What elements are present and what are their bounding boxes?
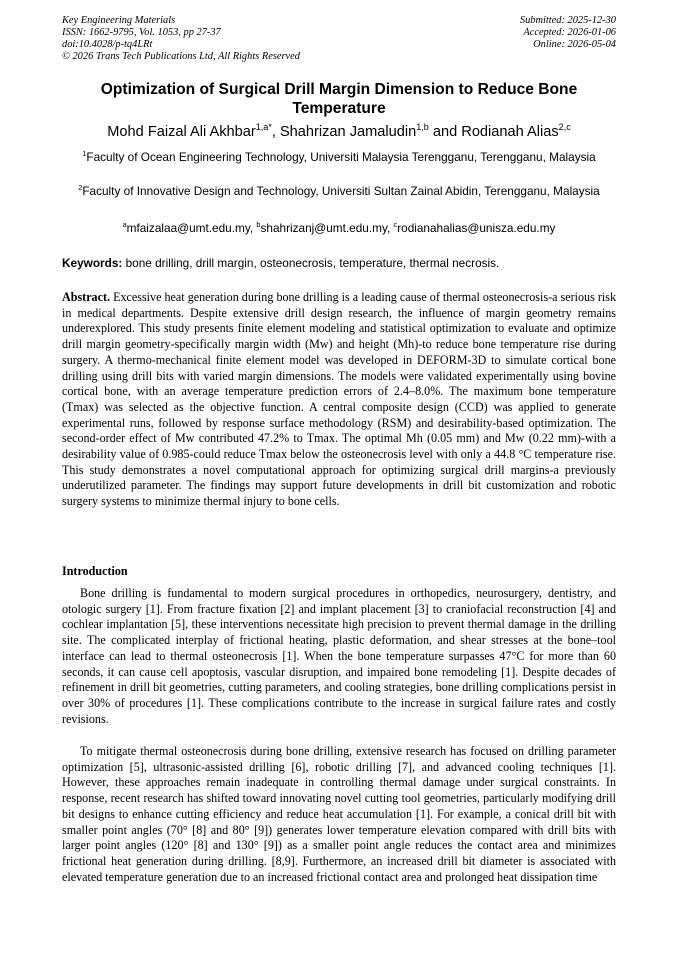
author-affiliation-marker: 1,a* (255, 122, 272, 133)
online-date: Online: 2026-05-04 (533, 39, 616, 50)
section-heading-introduction: Introduction (62, 564, 128, 578)
email-marker: c (393, 220, 398, 230)
paper-title: Optimization of Surgical Drill Margin Dimension to Reduce Bone Temperature (100, 81, 578, 117)
accepted-date: Accepted: 2026-01-06 (523, 27, 616, 38)
journal-header (62, 15, 300, 63)
email-address[interactable]: rodianahalias@unisza.edu.my (397, 221, 556, 235)
author-emails (40, 220, 638, 236)
author-name: Rodianah Alias (461, 124, 559, 140)
keywords-label: Keywords: (62, 256, 123, 270)
affiliation-2 (62, 183, 616, 199)
author-list (40, 123, 638, 141)
keywords-text: bone drilling, drill margin, osteonecrosis, temperature, thermal necrosis. (122, 256, 500, 270)
abstract-label: Abstract. (62, 290, 111, 304)
author-name: Shahrizan Jamaludin (279, 124, 417, 140)
issn-volume-pages: ISSN: 1662-9795, Vol. 1053, pp 27-37 (62, 27, 221, 38)
author-affiliation-marker: 1,b (416, 122, 429, 133)
intro-paragraph-2: To mitigate thermal osteonecrosis during bone drilling, extensive research has focused on drilling parameter optimization [5], ultrasonic-assisted drilling [6], robotic drilling [7], and advanced cooling techniques [1]. However, these approaches remain inadequate in controlling thermal damage under surgical constraints. In response, recent research has shifted toward innovating novel cutting tool geometries, particularly modifying drill bit designs to enhance cutting efficiency and reduce heat accumulation [1]. For example, a conical drill bit with smaller point angles (70° [8] and 80° [9]) generates lower temperature elevation compared with drill bits with larger point angles (120° [8] and 130° [9]) as a smaller point angle reduces the contact area and minimizes frictional heat generation during drilling. [8,9]. Furthermore, an increased drill bit diameter is associated with elevated temperature generation due to an increased frictional contact area and prolonged heat dissipation time (62, 744, 616, 884)
email-marker: a (122, 220, 127, 230)
email-address[interactable]: shahrizanj@umt.edu.my, (260, 221, 394, 235)
publication-dates (520, 15, 616, 51)
author-separator: and (428, 124, 462, 140)
affiliation-text: Faculty of Innovative Design and Technology, Universiti Sultan Zainal Abidin, Terengganu, Malaysia (82, 184, 600, 198)
email-marker: b (256, 220, 261, 230)
submitted-date: Submitted: 2025-12-30 (519, 15, 616, 26)
affiliation-marker: 2 (78, 183, 83, 193)
author-name: Mohd Faizal Ali Akhbar (107, 124, 256, 140)
intro-paragraph-1: Bone drilling is fundamental to modern surgical procedures in orthopedics, neurosurgery, dentistry, and otologic surgery [1]. From fracture fixation [2] and implant placement [3] to craniofacial reconstruction [4] and cochlear implantation [5], these interventions necessitate high precision to prevent thermal damage in the drilling site. The complicated interplay of frictional heating, plastic deformation, and shear stresses at the bone–tool interface can lead to thermal osteonecrosis [1]. When the bone temperature surpasses 47°C for more than 60 seconds, it can cause cell apoptosis, vascular disruption, and impaired bone remodeling [1]. Despite decades of refinement in drill bit geometries, cutting parameters, and cooling strategies, bone drilling complications persist in over 30% of procedures [1]. These complications contribute to the increase in surgical failure rates and costly revisions. (62, 586, 616, 726)
doi[interactable]: doi:10.4028/p-tq4LRt (62, 39, 153, 50)
affiliation-1 (62, 149, 616, 165)
journal-name: Key Engineering Materials (62, 15, 176, 26)
keywords (62, 255, 622, 271)
affiliation-marker: 1 (82, 149, 87, 159)
abstract (62, 290, 616, 510)
author-separator: , (271, 124, 280, 140)
author-affiliation-marker: 2,c (558, 122, 571, 133)
abstract-text: Excessive heat generation during bone drilling is a leading cause of thermal osteonecrosis-a serious risk in medical departments. Despite extensive drill design research, the influence of margin geometry remains underexplored. This study presents finite element modeling and statistical optimization to evaluate and optimize drill margin geometry-specifically margin width (Mw) and height (Mh)-to reduce bone temperature rise during surgery. A thermo-mechanical finite element model was developed in DEFORM-3D to simulate cortical bone drilling using drill bits with varied margin dimensions. The models were validated experimentally using bovine cortical bone, with an average temperature prediction errors of 2.4–8.0%. The maximum bone temperature (Tmax) was selected as the objective function. A central composite design (CCD) was applied to generate experimental runs, followed by response surface methodology (RSM) and desirability-based optimization. The second-order effect of Mw contributed 47.2% to Tmax. The optimal Mh (0.05 mm) and Mw (0.22 mm)-with a desirability value of 0.985-could reduce Tmax below the osteonecrosis level with only a 44.8 °C temperature rise. This study demonstrates a novel computational approach for optimizing surgical drill margins-a previously underutilized parameter. The findings may support future developments in drill bit customization and robotic surgery systems to minimize thermal injury to bone cells. (62, 290, 616, 509)
copyright-notice: © 2026 Trans Tech Publications Ltd, All Rights Reserved (62, 51, 300, 62)
affiliation-text: Faculty of Ocean Engineering Technology, Universiti Malaysia Terengganu, Terengganu, Malaysia (86, 150, 596, 164)
email-address[interactable]: mfaizalaa@umt.edu.my, (126, 221, 257, 235)
